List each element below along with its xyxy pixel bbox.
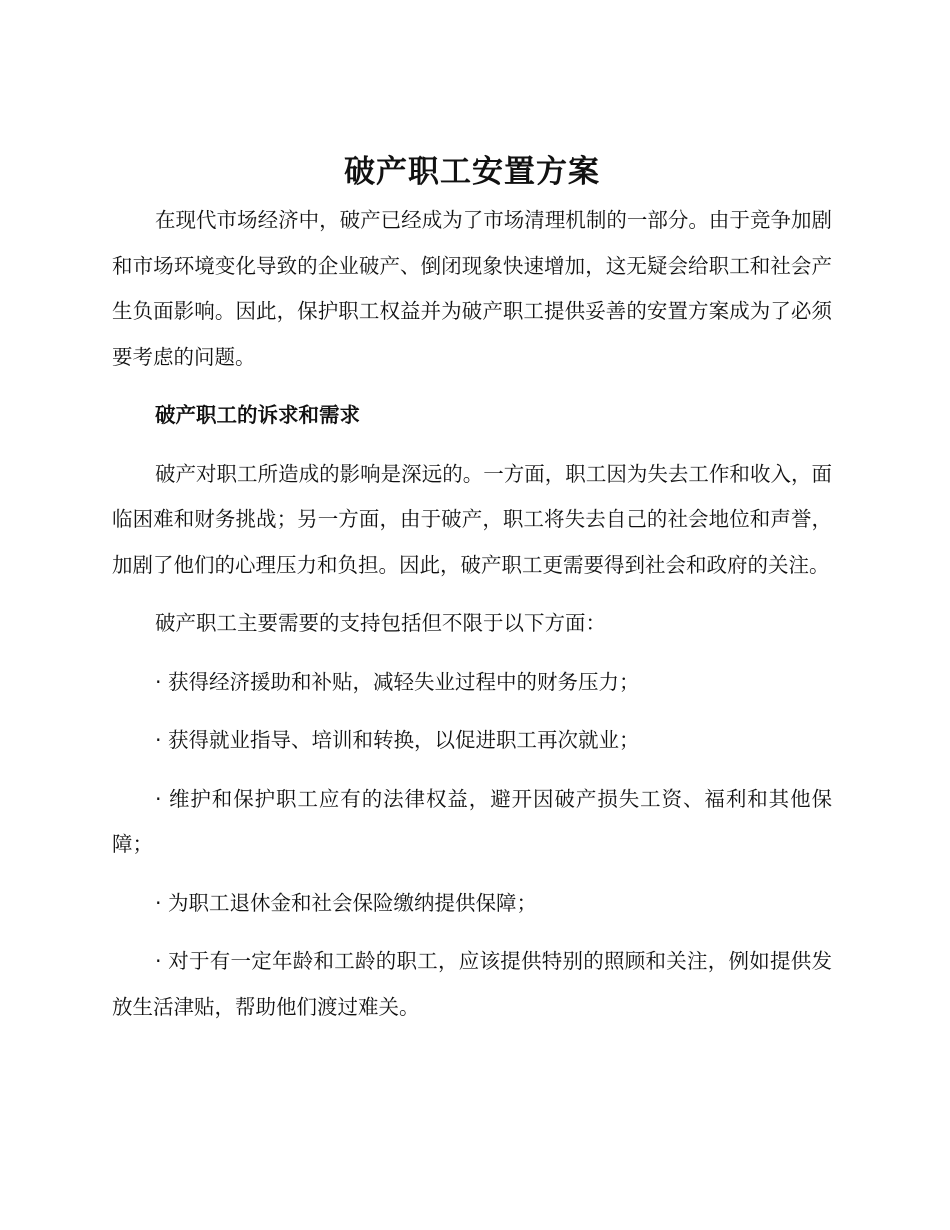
list-item: · 对于有一定年龄和工龄的职工，应该提供特别的照顾和关注，例如提供发放生活津贴，帮助他们渡过难关。 — [112, 949, 832, 1019]
intro-paragraph: 在现代市场经济中，破产已经成为了市场清理机制的一部分。由于竞争加剧和市场环境变化导致的企业破产、倒闭现象快速增加，这无疑会给职工和社会产生负面影响。因此，保护职工权益并为破产职工提供妥善的安置方案成为了必须要考虑的问题。 — [112, 208, 832, 369]
document-title: 破产职工安置方案 — [344, 154, 600, 190]
section-heading: 破产职工的诉求和需求 — [155, 403, 360, 427]
list-intro-paragraph: 破产职工主要需要的支持包括但不限于以下方面： — [155, 611, 606, 635]
list-item: · 维护和保护职工应有的法律权益，避开因破产损失工资、福利和其他保障； — [112, 786, 832, 856]
list-item: · 为职工退休金和社会保险缴纳提供保障； — [155, 890, 538, 915]
list-item: · 获得经济援助和补贴，减轻失业过程中的财务压力； — [155, 669, 640, 694]
document-page — [112, 150, 832, 1030]
section-paragraph: 破产对职工所造成的影响是深远的。一方面，职工因为失去工作和收入，面临困难和财务挑战；另一方面，由于破产，职工将失去自己的社会地位和声誉，加剧了他们的心理压力和负担。因此，破产职工更需要得到社会和政府的关注。 — [112, 461, 832, 577]
list-item: · 获得就业指导、培训和转换，以促进职工再次就业； — [155, 728, 640, 752]
